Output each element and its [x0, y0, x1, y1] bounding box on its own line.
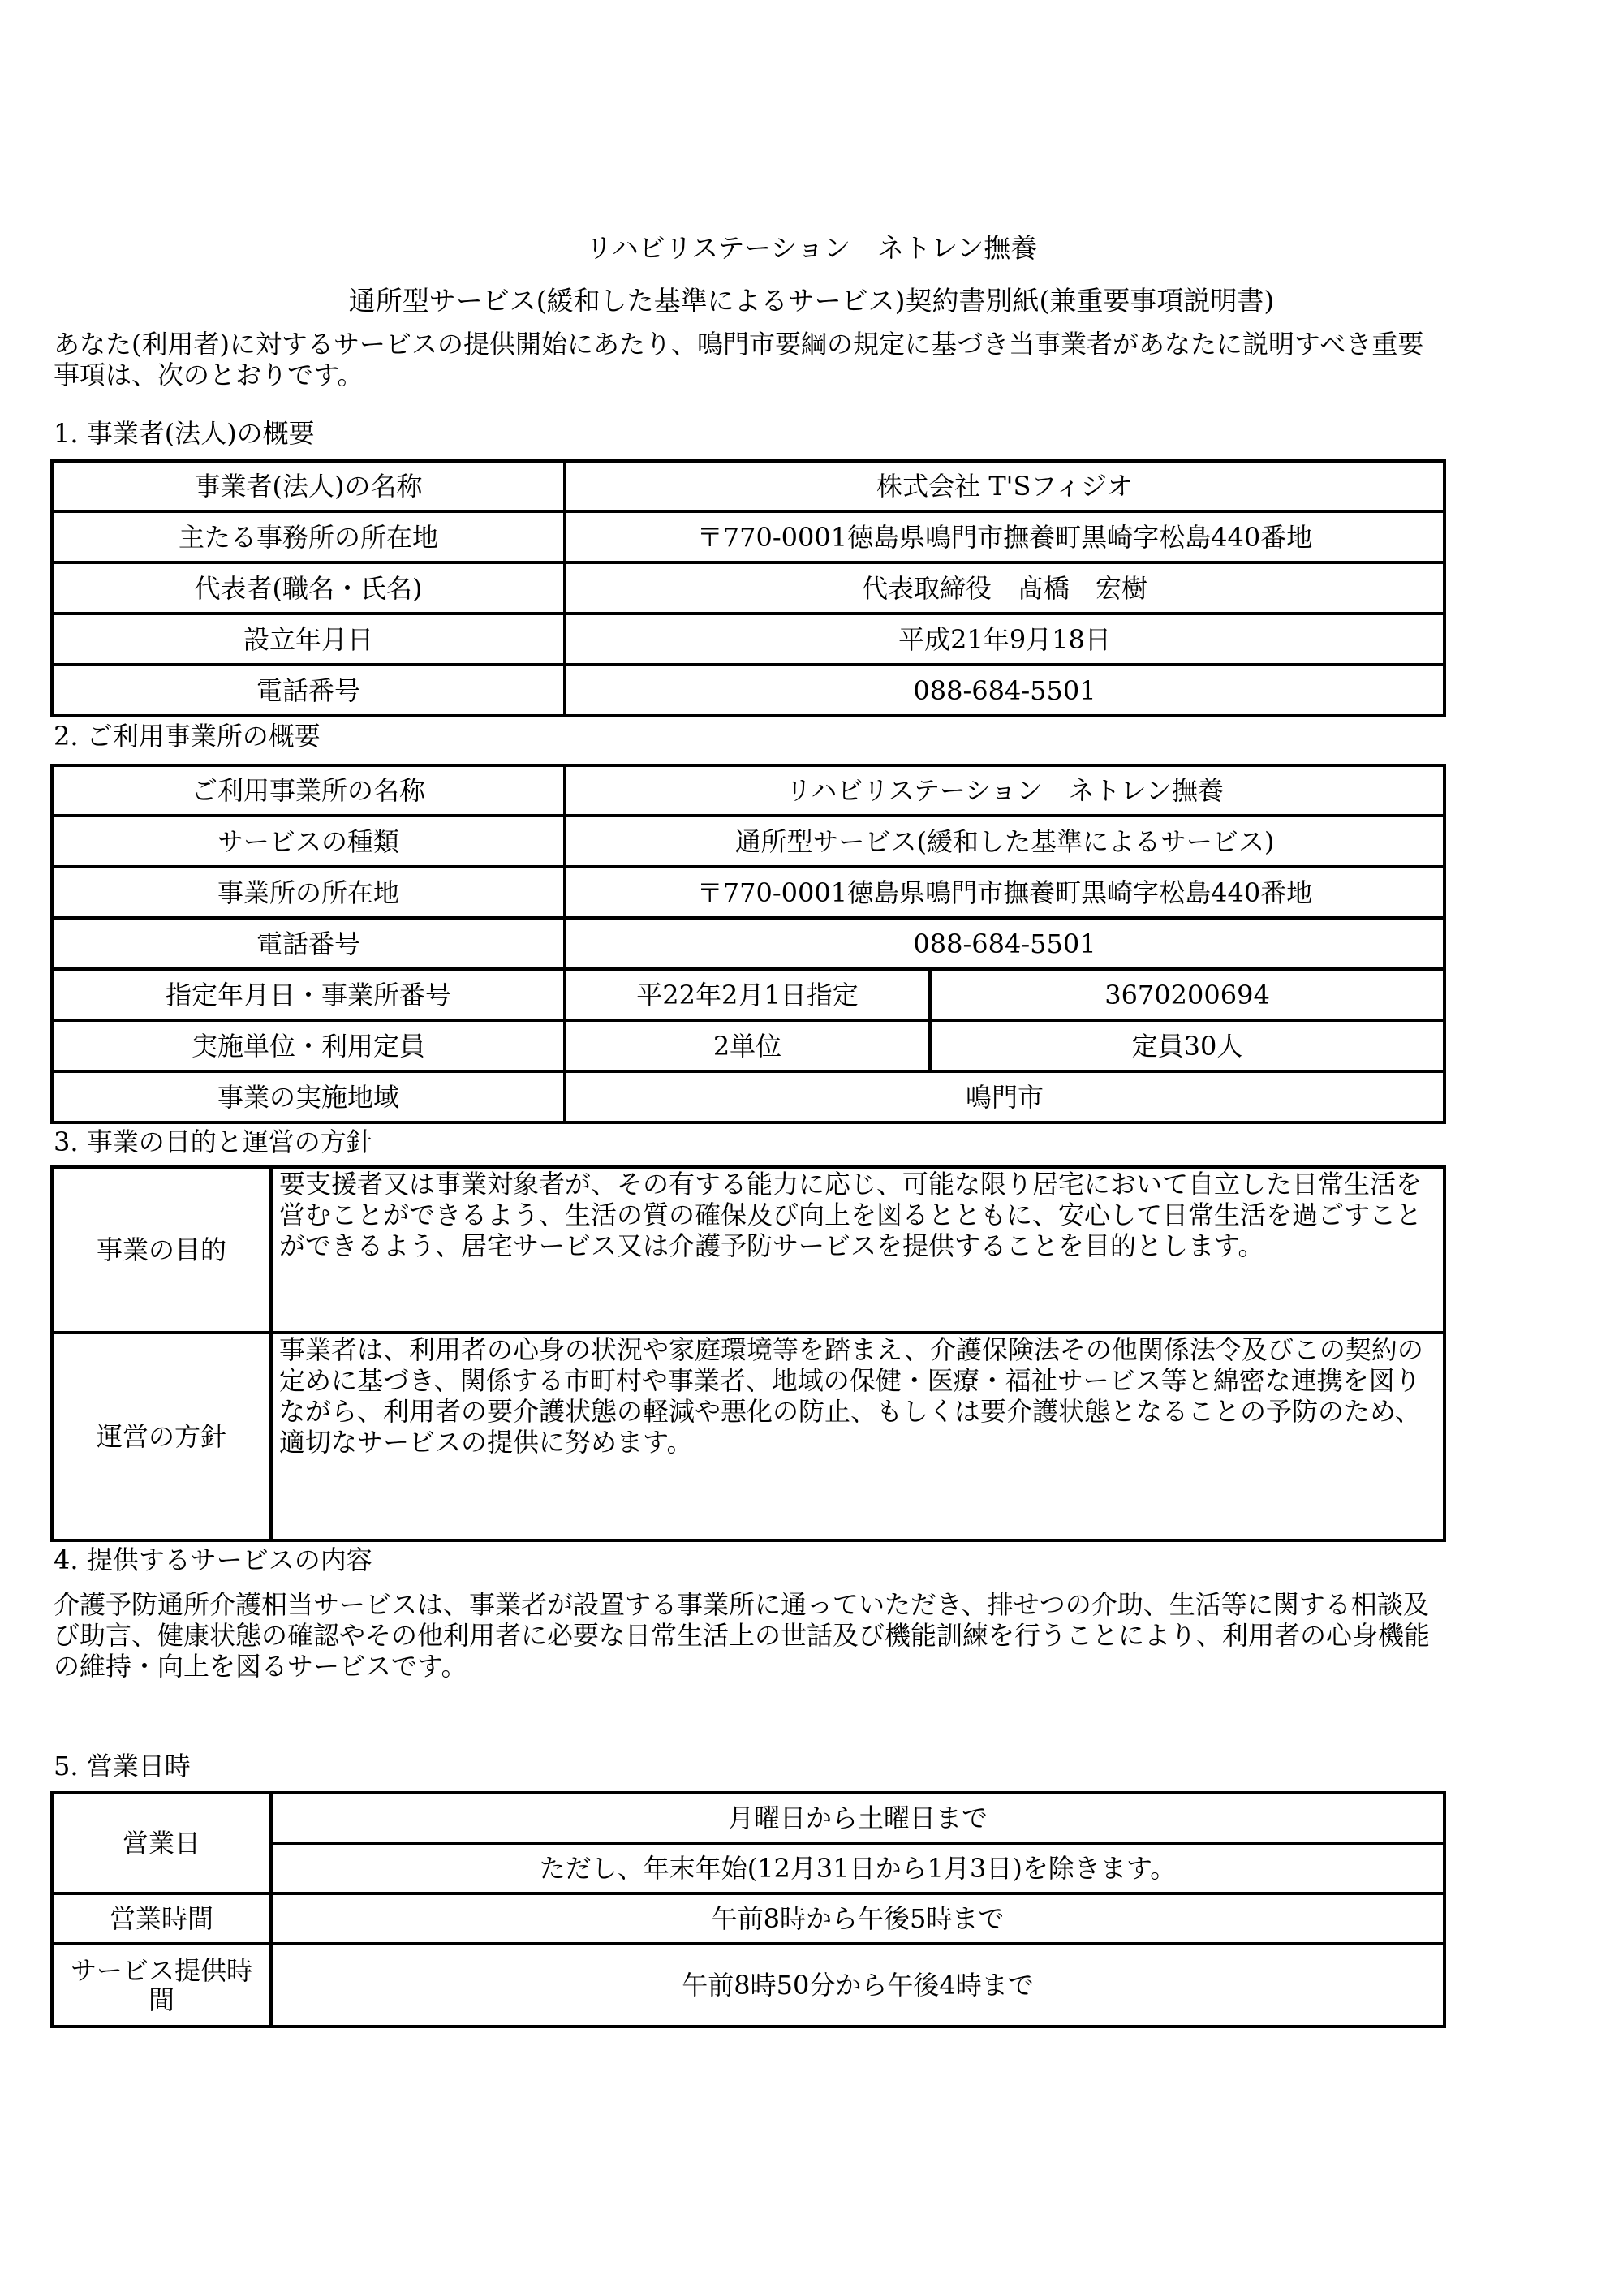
service-content-paragraph: 介護予防通所介護相当サービスは、事業者が設置する事業所に通っていただき、排せつの介助、生活等に関する相談及び助言、健康状態の確認やその他利用者に必要な日常生活上の世話及び機能訓練を行うことにより、利用者の心身機能の維持・向上を図るサービスです。	[54, 1589, 1431, 1682]
row-value-a: 2単位	[565, 1020, 930, 1071]
document-subtitle: 通所型サービス(緩和した基準によるサービス)契約書別紙(兼重要事項説明書)	[348, 285, 1275, 317]
row-label: 実施単位・利用定員	[52, 1020, 565, 1071]
row-value: 〒770-0001徳島県鳴門市撫養町黒崎字松島440番地	[565, 511, 1444, 562]
row-value: 代表取締役 髙橋 宏樹	[565, 562, 1444, 614]
row-label: サービスの種類	[52, 816, 565, 867]
row-label: 指定年月日・事業所番号	[52, 969, 565, 1020]
row-label: 設立年月日	[52, 614, 565, 665]
table-row	[52, 461, 1444, 511]
purpose-policy-table	[50, 1165, 1446, 1542]
office-overview-table	[50, 764, 1446, 1124]
table-row	[52, 765, 1444, 816]
table-row	[52, 1333, 1444, 1540]
row-label: 電話番号	[52, 918, 565, 969]
row-value: 088-684-5501	[565, 665, 1444, 716]
document-title: リハビリステーション ネトレン撫養	[585, 232, 1038, 264]
table-row	[52, 1893, 1444, 1944]
row-value: 鳴門市	[565, 1071, 1444, 1122]
service-hours-value: 午前8時50分から午後4時まで	[271, 1944, 1444, 2027]
row-label: 事業所の所在地	[52, 867, 565, 918]
table-row	[52, 1167, 1444, 1333]
table-row	[52, 1020, 1444, 1071]
table-row	[52, 1793, 1444, 1843]
table-row	[52, 816, 1444, 867]
section1-heading: 1. 事業者(法人)の概要	[54, 418, 315, 449]
purpose-label: 事業の目的	[52, 1167, 271, 1333]
table-row	[52, 511, 1444, 562]
purpose-text: 要支援者又は事業対象者が、その有する能力に応じ、可能な限り居宅において自立した日常生活を営むことができるよう、生活の質の確保及び向上を図るとともに、安心して日常生活を過ごすことができるよう、居宅サービス又は介護予防サービスを提供することを目的とします。	[271, 1167, 1444, 1333]
business-days-value: 月曜日から土曜日まで	[271, 1793, 1444, 1843]
row-value: 通所型サービス(緩和した基準によるサービス)	[565, 816, 1444, 867]
business-hours-value: 午前8時から午後5時まで	[271, 1893, 1444, 1944]
section4-heading: 4. 提供するサービスの内容	[54, 1544, 372, 1575]
table-row	[52, 665, 1444, 716]
table-row	[52, 918, 1444, 969]
table-row	[52, 969, 1444, 1020]
row-label: ご利用事業所の名称	[52, 765, 565, 816]
business-days-label: 営業日	[52, 1793, 271, 1893]
section3-heading: 3. 事業の目的と運営の方針	[54, 1126, 372, 1157]
row-value-b: 定員30人	[930, 1020, 1444, 1071]
row-label: 主たる事務所の所在地	[52, 511, 565, 562]
policy-text: 事業者は、利用者の心身の状況や家庭環境等を踏まえ、介護保険法その他関係法令及びこの契約の定めに基づき、関係する市町村や事業者、地域の保健・医療・福祉サービス等と綿密な連携を図りながら、利用者の要介護状態の軽減や悪化の防止、もしくは要介護状態となることの予防のため、適切なサービスの提供に努めます。	[271, 1333, 1444, 1540]
intro-paragraph: あなた(利用者)に対するサービスの提供開始にあたり、鳴門市要綱の規定に基づき当事業者があなたに説明すべき重要事項は、次のとおりです。	[54, 329, 1424, 390]
policy-label: 運営の方針	[52, 1333, 271, 1540]
service-hours-label: サービス提供時間	[52, 1944, 271, 2027]
table-row	[52, 867, 1444, 918]
row-value-a: 平22年2月1日指定	[565, 969, 930, 1020]
row-label: 代表者(職名・氏名)	[52, 562, 565, 614]
row-value: 088-684-5501	[565, 918, 1444, 969]
row-value: リハビリステーション ネトレン撫養	[565, 765, 1444, 816]
table-row	[52, 1071, 1444, 1122]
row-value: 〒770-0001徳島県鳴門市撫養町黒崎字松島440番地	[565, 867, 1444, 918]
row-value-b: 3670200694	[930, 969, 1444, 1020]
section5-heading: 5. 営業日時	[54, 1751, 191, 1781]
table-row	[52, 1944, 1444, 2027]
row-label: 事業者(法人)の名称	[52, 461, 565, 511]
section2-heading: 2. ご利用事業所の概要	[54, 721, 321, 752]
company-overview-table	[50, 459, 1446, 717]
table-row	[52, 562, 1444, 614]
row-value: 株式会社 T'Sフィジオ	[565, 461, 1444, 511]
business-days-note: ただし、年末年始(12月31日から1月3日)を除きます。	[271, 1843, 1444, 1893]
row-value: 平成21年9月18日	[565, 614, 1444, 665]
row-label: 事業の実施地域	[52, 1071, 565, 1122]
business-hours-table	[50, 1791, 1446, 2028]
row-label: 電話番号	[52, 665, 565, 716]
table-row	[52, 614, 1444, 665]
business-hours-label: 営業時間	[52, 1893, 271, 1944]
